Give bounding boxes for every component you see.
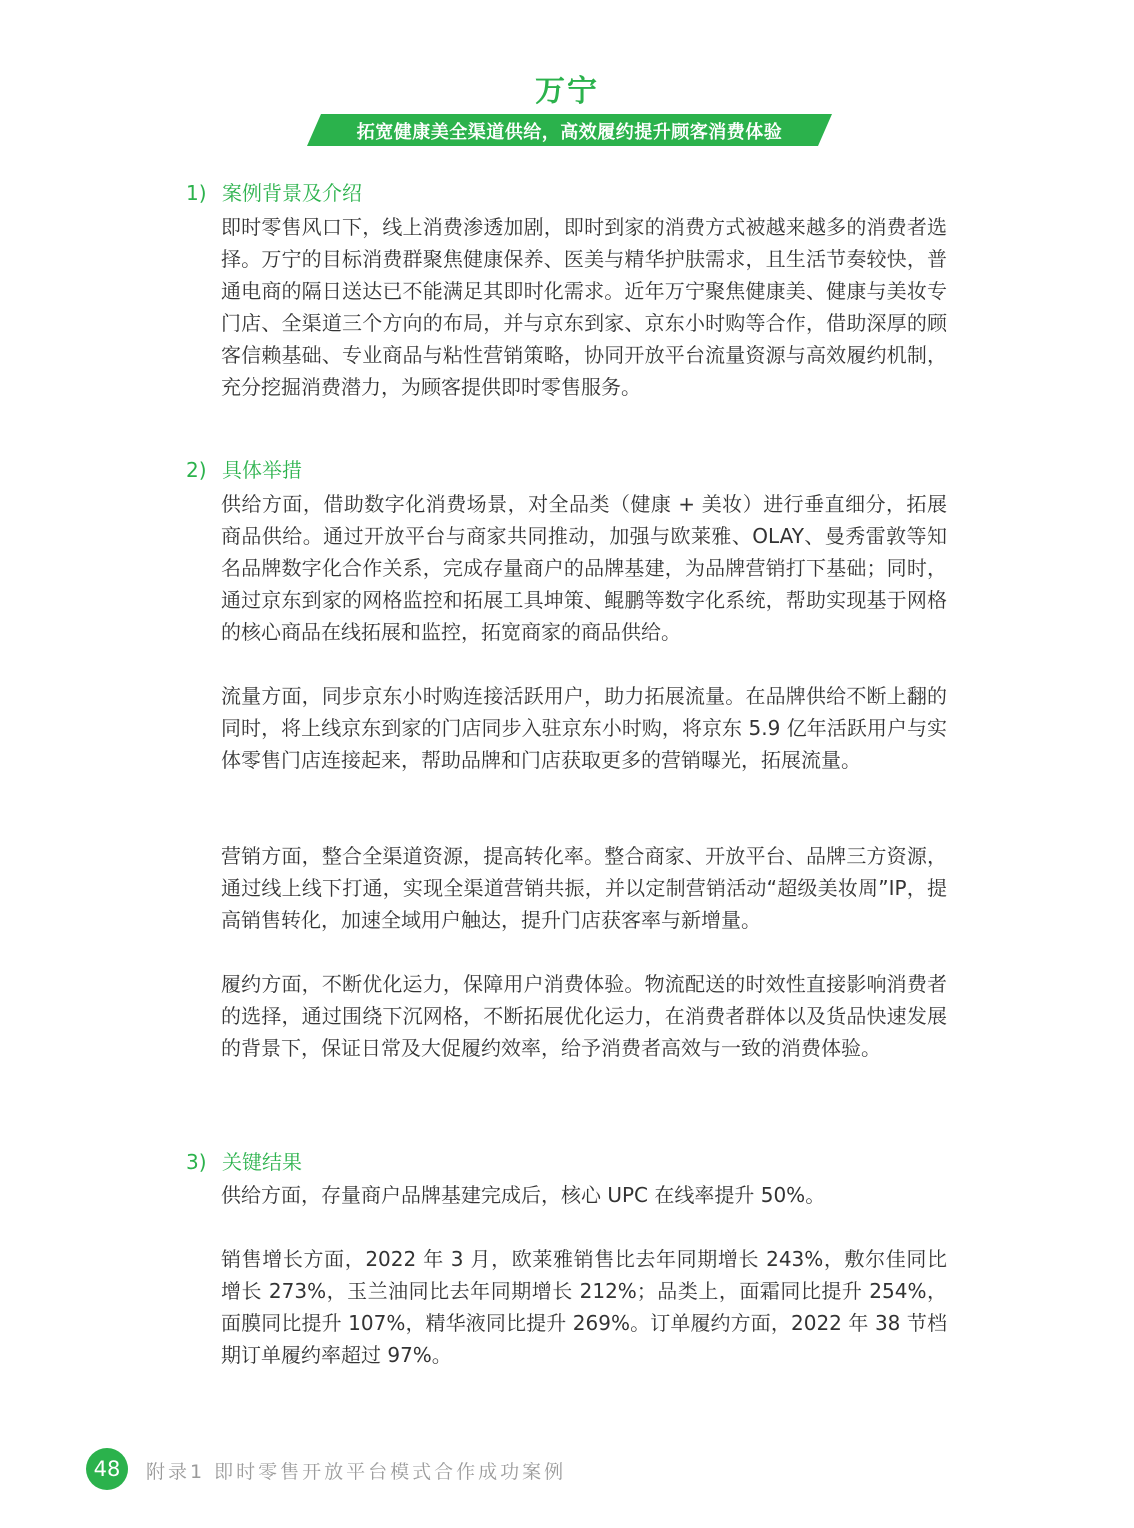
section-number: 2) bbox=[186, 458, 207, 482]
paragraph: 销售增长方面，2022 年 3 月，欧莱雅销售比去年同期增长 243%，敷尔佳同比增长 273%，玉兰油同比去年同期增长 212%；品类上，面霜同比提升 254%，面膜同比提升 107%，精华液同比提升 269%。订单履约方面，2022 年 38 节档期订单履约率超过 97%。 bbox=[221, 1247, 947, 1367]
footer-caption: 附录1 即时零售开放平台模式合作成功案例 bbox=[146, 1461, 567, 1483]
subtitle-text: 拓宽健康美全渠道供给，高效履约提升顾客消费体验 bbox=[356, 122, 783, 143]
paragraph: 供给方面，存量商户品牌基建完成后，核心 UPC 在线率提升 50%。 bbox=[221, 1183, 826, 1207]
section-title: 关键结果 bbox=[222, 1150, 302, 1174]
section-number: 3) bbox=[186, 1150, 207, 1174]
section-number: 1) bbox=[186, 181, 207, 205]
page-number-badge: 48 bbox=[86, 1448, 128, 1490]
page-title: 万宁 bbox=[535, 74, 599, 109]
paragraph: 流量方面，同步京东小时购连接活跃用户，助力拓展流量。在品牌供给不断上翻的同时，将上线京东到家的门店同步入驻京东小时购，将京东 5.9 亿年活跃用户与实体零售门店连接起来，帮助品牌和门店获取更多的营销曝光，拓展流量。 bbox=[221, 684, 947, 772]
paragraph: 供给方面，借助数字化消费场景，对全品类（健康 + 美妆）进行垂直细分，拓展商品供给。通过开放平台与商家共同推动，加强与欧莱雅、OLAY、曼秀雷敦等知名品牌数字化合作关系，完成存量商户的品牌基建，为品牌营销打下基础；同时，通过京东到家的网格监控和拓展工具坤策、鲲鹏等数字化系统，帮助实现基于网格的核心商品在线拓展和监控，拓宽商家的商品供给。 bbox=[221, 492, 947, 644]
section-title: 案例背景及介绍 bbox=[222, 181, 362, 205]
paragraph: 即时零售风口下，线上消费渗透加剧，即时到家的消费方式被越来越多的消费者选择。万宁的目标消费群聚焦健康保养、医美与精华护肤需求，且生活节奏较快，普通电商的隔日送达已不能满足其即时化需求。近年万宁聚焦健康美、健康与美妆专门店、全渠道三个方向的布局，并与京东到家、京东小时购等合作，借助深厚的顾客信赖基础、专业商品与粘性营销策略，协同开放平台流量资源与高效履约机制，充分挖掘消费潜力，为顾客提供即时零售服务。 bbox=[221, 215, 947, 399]
section-heading-background bbox=[186, 177, 362, 206]
paragraph: 营销方面，整合全渠道资源，提高转化率。整合商家、开放平台、品牌三方资源，通过线上线下打通，实现全渠道营销共振，并以定制营销活动“超级美妆周”IP，提高销售转化，加速全域用户触达，提升门店获客率与新增量。 bbox=[221, 844, 947, 932]
section-heading-measures bbox=[186, 454, 302, 483]
subtitle-banner bbox=[307, 114, 832, 146]
paragraph: 履约方面，不断优化运力，保障用户消费体验。物流配送的时效性直接影响消费者的选择，通过围绕下沉网格，不断拓展优化运力，在消费者群体以及货品快速发展的背景下，保证日常及大促履约效率，给予消费者高效与一致的消费体验。 bbox=[221, 972, 947, 1060]
section-heading-results bbox=[186, 1146, 302, 1175]
section-title: 具体举措 bbox=[222, 458, 302, 482]
